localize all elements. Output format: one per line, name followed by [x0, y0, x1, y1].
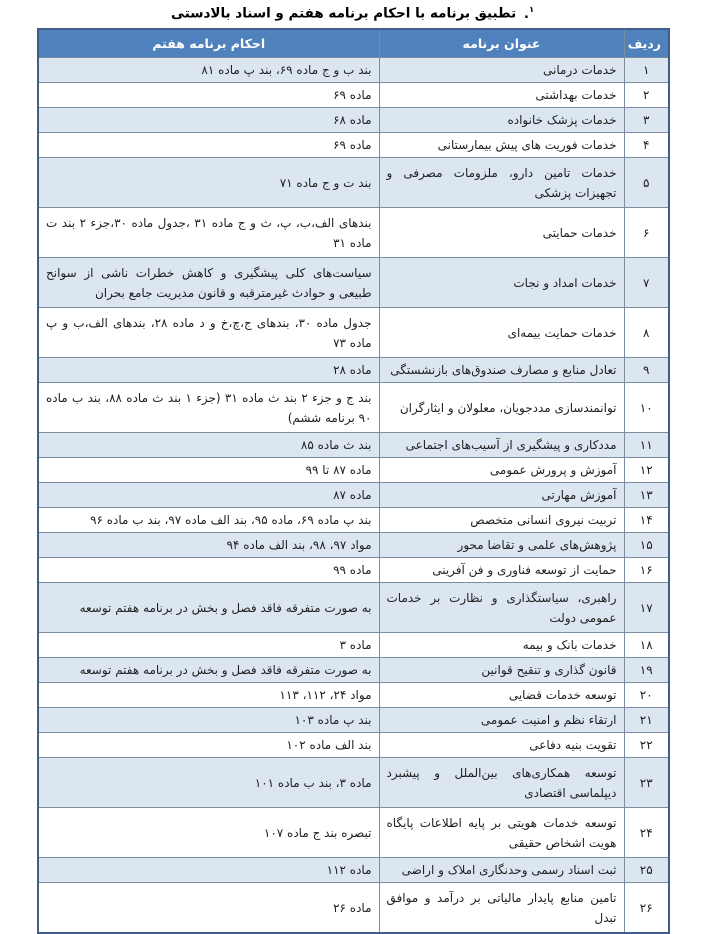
header-cell-program-title: عنوان برنامه	[379, 29, 624, 58]
row-number-cell: ۱۳	[624, 483, 669, 508]
program-title-cell: تعادل منابع و مصارف صندوق‌های بازنشستگی	[379, 358, 624, 383]
table-row	[38, 733, 669, 758]
program-title-cell: خدمات حمایتی	[379, 208, 624, 258]
program-title-cell: آموزش مهارتی	[379, 483, 624, 508]
row-number-cell: ۲۵	[624, 858, 669, 883]
table-row	[38, 883, 669, 934]
row-number-cell: ۱۵	[624, 533, 669, 558]
provision-cell: سیاست‌های کلی پیشگیری و کاهش خطرات ناشی از سوانح طبیعی و حوادث غیرمترقبه و قانون مدیریت جامع بحران	[38, 258, 379, 308]
row-number-cell: ۲۲	[624, 733, 669, 758]
table-row	[38, 458, 669, 483]
header-cell-seventh-plan-provisions: احکام برنامه هفتم	[38, 29, 379, 58]
table-row	[38, 858, 669, 883]
provision-cell: به صورت متفرقه فاقد فصل و بخش در برنامه هفتم توسعه	[38, 583, 379, 633]
row-number-cell: ۱۹	[624, 658, 669, 683]
program-title-cell: توسعه خدمات قضایی	[379, 683, 624, 708]
row-number-cell: ۸	[624, 308, 669, 358]
program-title-cell: توانمندسازی مددجویان، معلولان و ایثارگران	[379, 383, 624, 433]
provision-cell: ماده ۶۹	[38, 83, 379, 108]
table-row	[38, 483, 669, 508]
title-separator: .	[523, 5, 530, 22]
provision-cell: ماده ۸۷ تا ۹۹	[38, 458, 379, 483]
comparison-table	[37, 28, 670, 934]
provision-cell: ماده ۲۸	[38, 358, 379, 383]
program-title-cell: مددکاری و پیشگیری از آسیب‌های اجتماعی	[379, 433, 624, 458]
row-number-cell: ۱۷	[624, 583, 669, 633]
program-title-cell: خدمات بانک و بیمه	[379, 633, 624, 658]
table-row	[38, 583, 669, 633]
comparison-table-container	[37, 28, 668, 934]
table-row	[38, 208, 669, 258]
program-title-cell: خدمات امداد و نجات	[379, 258, 624, 308]
program-title-cell: آموزش و پرورش عمومی	[379, 458, 624, 483]
program-title-cell: خدمات پزشک خانواده	[379, 108, 624, 133]
provision-cell: ماده ۳	[38, 633, 379, 658]
program-title-cell: پژوهش‌های علمی و تقاضا محور	[379, 533, 624, 558]
table-row	[38, 158, 669, 208]
program-title-cell: خدمات فوریت های پیش بیمارستانی	[379, 133, 624, 158]
program-title-cell: تقویت بنیه دفاعی	[379, 733, 624, 758]
table-row	[38, 808, 669, 858]
row-number-cell: ۳	[624, 108, 669, 133]
table-row	[38, 308, 669, 358]
provision-cell: بند الف ماده ۱۰۲	[38, 733, 379, 758]
table-row	[38, 633, 669, 658]
program-title-cell: توسعه خدمات هویتی بر پایه اطلاعات پایگاه هویت اشخاص حقیقی	[379, 808, 624, 858]
row-number-cell: ۷	[624, 258, 669, 308]
provision-cell: بند پ ماده ۶۹، ماده ۹۵، بند الف ماده ۹۷، بند ب ماده ۹۶	[38, 508, 379, 533]
table-row	[38, 258, 669, 308]
provision-cell: بند ج و جزء ۲ بند ث ماده ۳۱ (جزء ۱ بند ث ماده ۸۸، بند ب ماده ۹۰ برنامه ششم)	[38, 383, 379, 433]
page-title	[0, 0, 705, 28]
table-row	[38, 433, 669, 458]
provision-cell: مواد ۹۷، ۹۸، بند الف ماده ۹۴	[38, 533, 379, 558]
provision-cell: ماده ۹۹	[38, 558, 379, 583]
program-title-cell: توسعه همکاری‌های بین‌الملل و پیشبرد دیپلماسی اقتصادی	[379, 758, 624, 808]
provision-cell: ماده ۱۱۲	[38, 858, 379, 883]
table-row	[38, 358, 669, 383]
row-number-cell: ۲	[624, 83, 669, 108]
table-row	[38, 558, 669, 583]
provision-cell: تبصره بند ج ماده ۱۰۷	[38, 808, 379, 858]
table-row	[38, 83, 669, 108]
program-title-cell: حمایت از توسعه فناوری و فن آفرینی	[379, 558, 624, 583]
program-title-cell: خدمات تامین دارو، ملزومات مصرفی و تجهیزات پزشکی	[379, 158, 624, 208]
table-row	[38, 108, 669, 133]
table-row	[38, 683, 669, 708]
title-footnote-marker: ۱	[529, 5, 534, 14]
row-number-cell: ۱۴	[624, 508, 669, 533]
row-number-cell: ۲۳	[624, 758, 669, 808]
header-row	[38, 29, 669, 58]
row-number-cell: ۲۰	[624, 683, 669, 708]
table-row	[38, 658, 669, 683]
row-number-cell: ۱	[624, 58, 669, 83]
row-number-cell: ۲۴	[624, 808, 669, 858]
provision-cell: بند پ ماده ۱۰۳	[38, 708, 379, 733]
program-title-cell: ارتقاء نظم و امنیت عمومی	[379, 708, 624, 733]
program-title-cell: ثبت اسناد رسمی وحدنگاری املاک و اراضی	[379, 858, 624, 883]
row-number-cell: ۲۱	[624, 708, 669, 733]
row-number-cell: ۴	[624, 133, 669, 158]
provision-cell: بند ب و ج ماده ۶۹، بند پ ماده ۸۱	[38, 58, 379, 83]
row-number-cell: ۵	[624, 158, 669, 208]
provision-cell: ماده ۲۶	[38, 883, 379, 934]
provision-cell: به صورت متفرقه فاقد فصل و بخش در برنامه هفتم توسعه	[38, 658, 379, 683]
table-row	[38, 758, 669, 808]
program-title-cell: تربیت نیروی انسانی متخصص	[379, 508, 624, 533]
row-number-cell: ۶	[624, 208, 669, 258]
provision-cell: جدول ماده ۳۰، بندهای ج،چ،خ و د ماده ۲۸، بندهای الف،ب و پ ماده ۷۳	[38, 308, 379, 358]
program-title-cell: خدمات درمانی	[379, 58, 624, 83]
program-title-cell: خدمات حمایت بیمه‌ای	[379, 308, 624, 358]
header-cell-row-number: ردیف	[624, 29, 669, 58]
program-title-cell: راهبری، سیاستگذاری و نظارت بر خدمات عمومی دولت	[379, 583, 624, 633]
provision-cell: بند ث ماده ۸۵	[38, 433, 379, 458]
row-number-cell: ۱۶	[624, 558, 669, 583]
table-row	[38, 383, 669, 433]
provision-cell: مواد ۲۴، ۱۱۲، ۱۱۳	[38, 683, 379, 708]
table-row	[38, 58, 669, 83]
provision-cell: ماده ۳، بند ب ماده ۱۰۱	[38, 758, 379, 808]
row-number-cell: ۱۸	[624, 633, 669, 658]
provision-cell: ماده ۶۹	[38, 133, 379, 158]
row-number-cell: ۱۲	[624, 458, 669, 483]
row-number-cell: ۲۶	[624, 883, 669, 934]
title-text: تطبیق برنامه با احکام برنامه هفتم و اسناد بالادستی	[171, 5, 517, 22]
provision-cell: بندهای الف،ب، پ، ث و ج ماده ۳۱ ،جدول ماده ۳۰،جزء ۲ بند ت ماده ۳۱	[38, 208, 379, 258]
provision-cell: بند ت و ج ماده ۷۱	[38, 158, 379, 208]
table-row	[38, 708, 669, 733]
program-title-cell: قانون گذاری و تنقیح قوانین	[379, 658, 624, 683]
provision-cell: ماده ۸۷	[38, 483, 379, 508]
row-number-cell: ۹	[624, 358, 669, 383]
table-row	[38, 133, 669, 158]
row-number-cell: ۱۱	[624, 433, 669, 458]
program-title-cell: تامین منابع پایدار مالیاتی بر درآمد و موافق تبدل	[379, 883, 624, 934]
program-title-cell: خدمات بهداشتی	[379, 83, 624, 108]
table-row	[38, 508, 669, 533]
provision-cell: ماده ۶۸	[38, 108, 379, 133]
row-number-cell: ۱۰	[624, 383, 669, 433]
table-row	[38, 533, 669, 558]
